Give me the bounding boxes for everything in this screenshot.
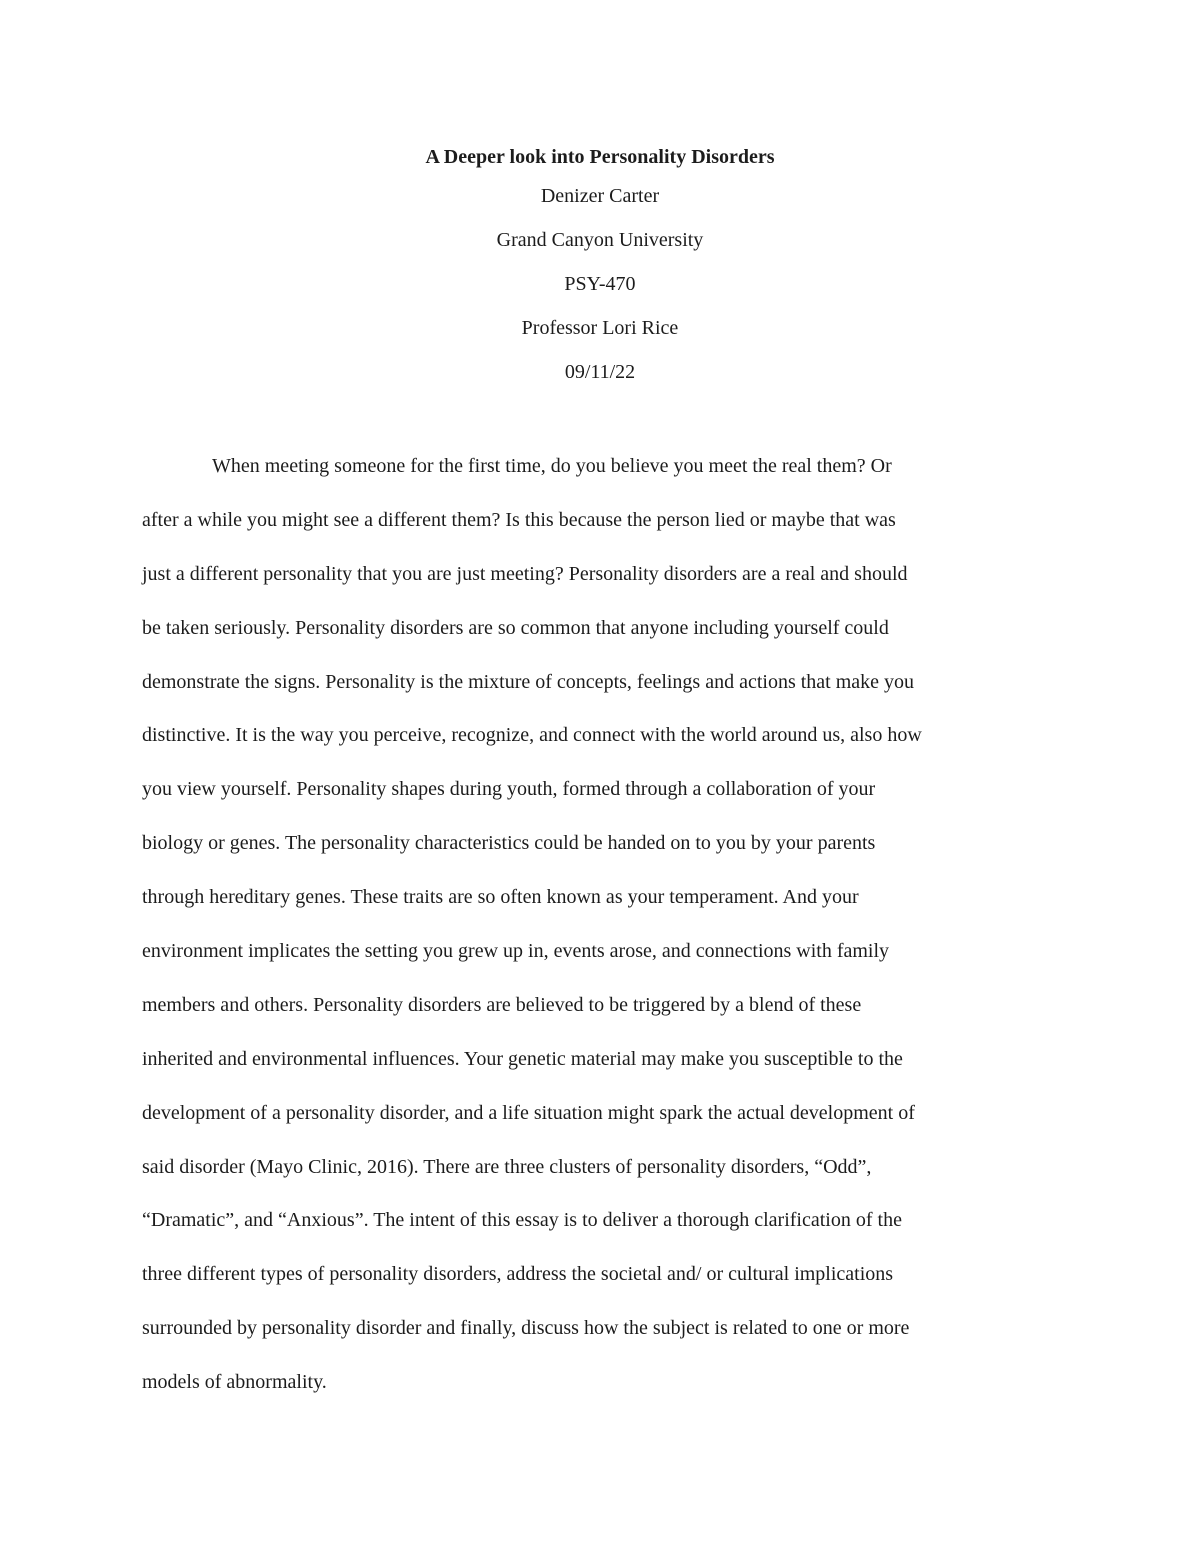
paragraph-line: environment implicates the setting you grew up in, events arose, and connections with family bbox=[142, 940, 890, 963]
document-title: A Deeper look into Personality Disorders bbox=[425, 146, 775, 168]
paragraph-line: after a while you might see a different them? Is this because the person lied or maybe that was bbox=[142, 508, 896, 531]
paragraph-line: demonstrate the signs. Personality is the mixture of concepts, feelings and actions that make you bbox=[142, 670, 915, 693]
author-name: Denizer Carter bbox=[540, 185, 660, 207]
institution-name: Grand Canyon University bbox=[496, 229, 704, 251]
paragraph-line: “Dramatic”, and “Anxious”. The intent of this essay is to deliver a thorough clarification of the bbox=[142, 1209, 902, 1232]
instructor-name: Professor Lori Rice bbox=[521, 317, 679, 339]
paragraph-line: distinctive. It is the way you perceive, recognize, and connect with the world around us, also how bbox=[142, 724, 922, 747]
paragraph-line: just a different personality that you are just meeting? Personality disorders are a real and should bbox=[142, 562, 908, 585]
paragraph-line: surrounded by personality disorder and finally, discuss how the subject is related to one or more bbox=[142, 1317, 910, 1340]
course-code: PSY-470 bbox=[564, 273, 636, 295]
title-block bbox=[0, 140, 1200, 394]
paragraph-line: you view yourself. Personality shapes during youth, formed through a collaboration of your bbox=[142, 778, 876, 801]
paragraph-line: When meeting someone for the first time, do you believe you meet the real them? Or bbox=[212, 455, 892, 477]
paragraph-line: members and others. Personality disorders are believed to be triggered by a blend of these bbox=[142, 993, 862, 1016]
document-date: 09/11/22 bbox=[564, 361, 636, 383]
paragraph-line: three different types of personality disorders, address the societal and/ or cultural implications bbox=[142, 1263, 894, 1286]
paragraph-line: biology or genes. The personality characteristics could be handed on to you by your parents bbox=[142, 832, 876, 855]
paragraph-line: inherited and environmental influences. Your genetic material may make you susceptible to the bbox=[142, 1047, 903, 1070]
paragraph-line: said disorder (Mayo Clinic, 2016). There are three clusters of personality disorders, “Odd”, bbox=[142, 1155, 872, 1178]
paragraph-line: models of abnormality. bbox=[142, 1371, 327, 1394]
paragraph-line: through hereditary genes. These traits are so often known as your temperament. And your bbox=[142, 886, 859, 909]
paragraph-line: development of a personality disorder, and a life situation might spark the actual development of bbox=[142, 1101, 915, 1124]
paragraph-line: be taken seriously. Personality disorders are so common that anyone including yourself could bbox=[142, 616, 889, 639]
body-paragraph bbox=[142, 440, 1062, 1410]
